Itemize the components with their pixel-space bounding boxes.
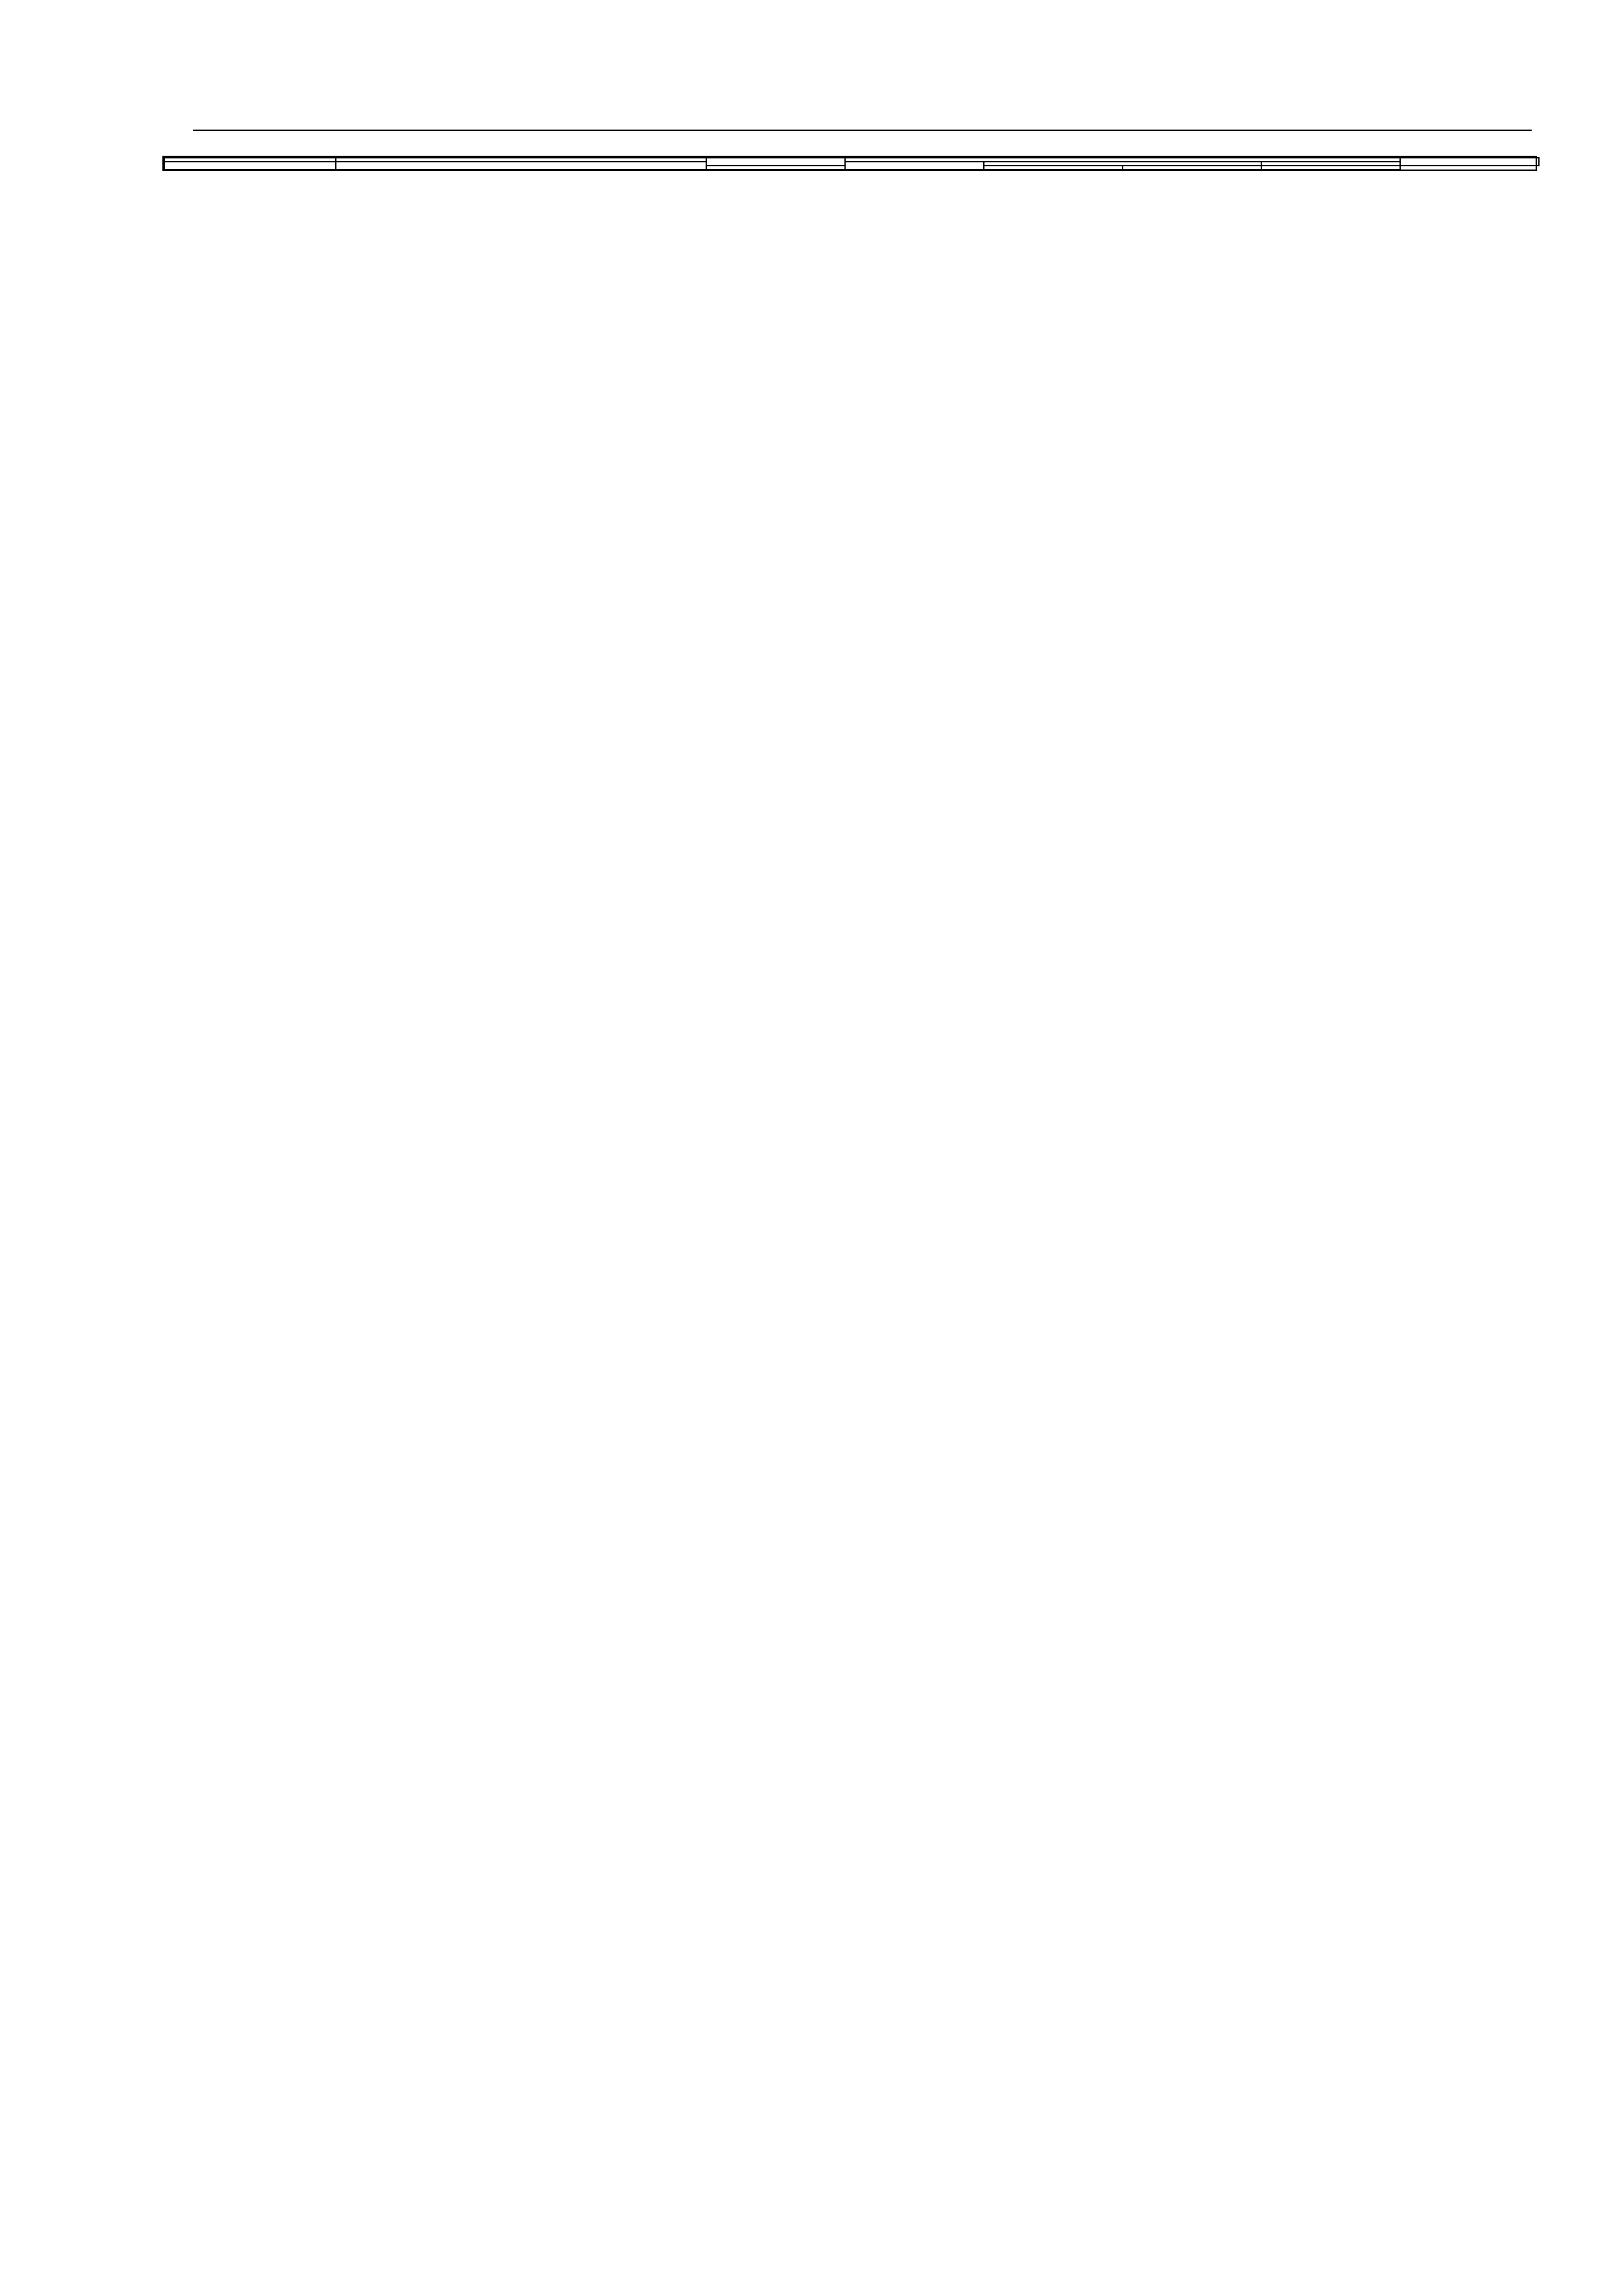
rates-table-frame <box>162 156 1537 171</box>
header-machines-total <box>984 166 1123 170</box>
header-material-codes <box>164 162 336 170</box>
header-labor-costs <box>1400 158 1539 166</box>
header-equipment-mass <box>706 166 845 170</box>
header-material-name <box>336 162 706 170</box>
header-worker-pay <box>845 162 984 170</box>
header-direct-costs <box>706 158 845 166</box>
column-header-table <box>164 157 1540 170</box>
header-unaccounted-materials <box>1261 166 1400 170</box>
header-rule <box>193 130 1532 131</box>
header-operator-pay <box>1123 166 1261 170</box>
